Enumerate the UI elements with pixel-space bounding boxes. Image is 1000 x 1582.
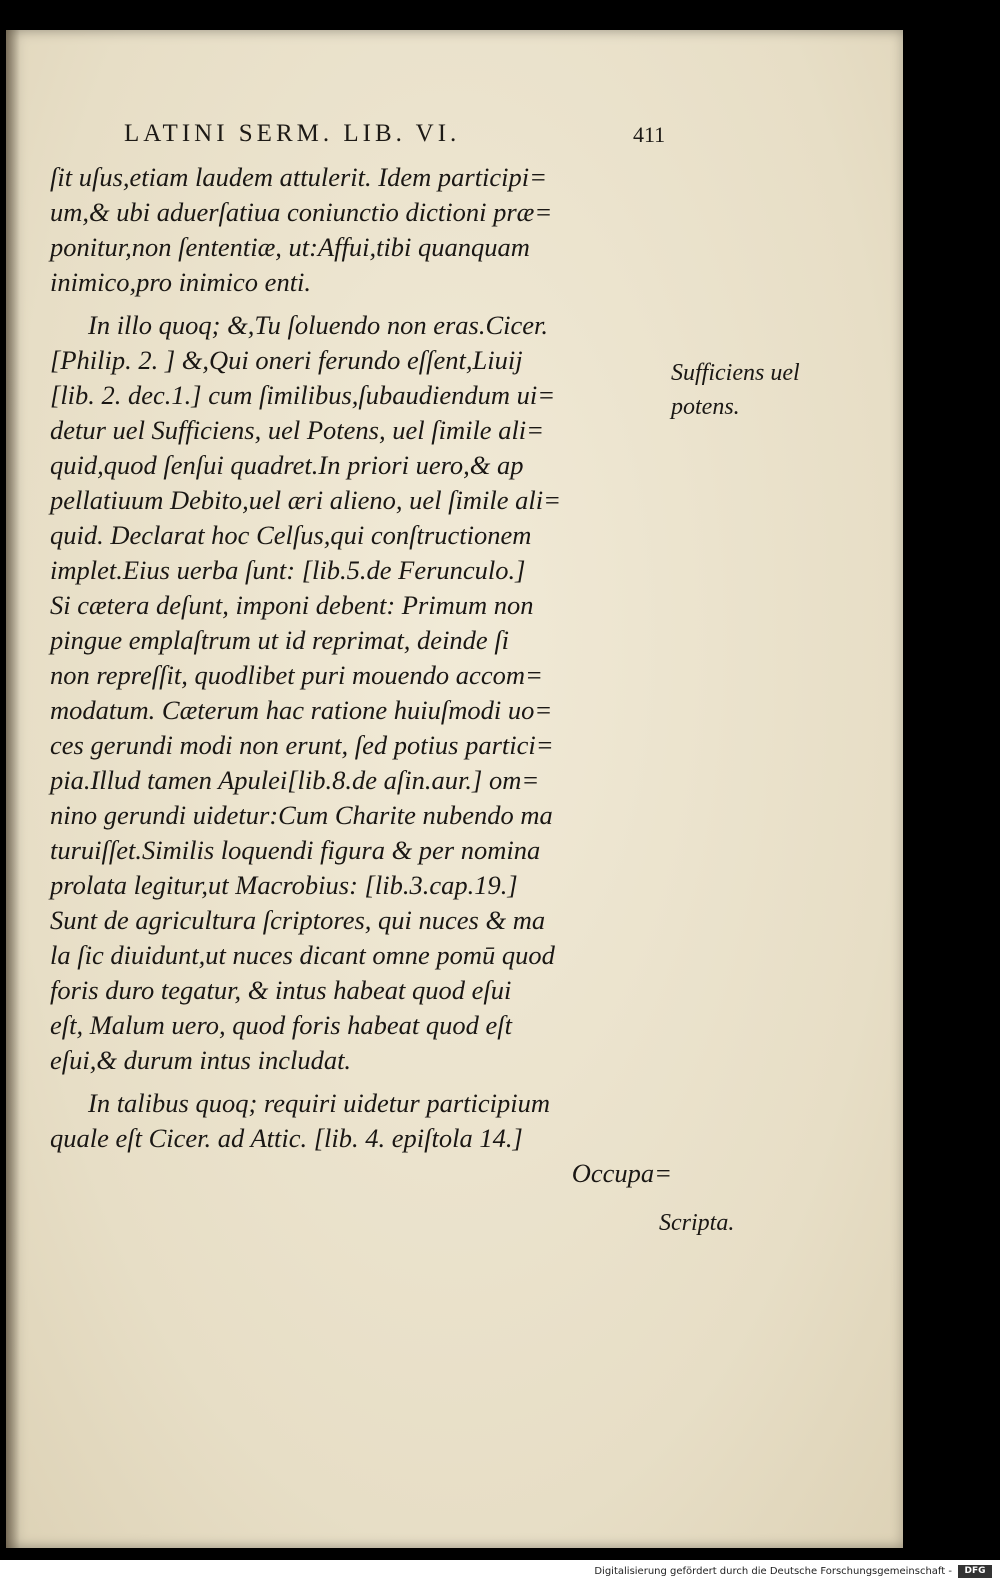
marginal-note-line: potens.: [671, 394, 740, 420]
text-line: inimico,pro inimico enti.: [50, 267, 312, 297]
text-line: [lib. 2. dec.1.] cum ſimilibus,ſubaudiendum ui=: [50, 380, 556, 410]
text-line: quale eſt Cicer. ad Attic. [lib. 4. epiſtola 14.]: [50, 1123, 523, 1153]
text-line: eſt, Malum uero, quod foris habeat quod eſt: [50, 1010, 512, 1040]
text-line: nino gerundi uidetur:Cum Charite nubendo ma: [50, 800, 553, 830]
text-line: eſui,& durum intus includat.: [50, 1045, 352, 1075]
text-line: pellatiuum Debito,uel æri alieno, uel ſimile ali=: [50, 485, 562, 515]
text-line: implet.Eius uerba ſunt: [lib.5.de Ferunculo.]: [50, 555, 526, 585]
running-head: LATINI SERM. LIB. VI.: [124, 120, 461, 147]
text-line: um,& ubi aduerſatiua coniunctio dictioni præ=: [50, 197, 553, 227]
body-text: [50, 160, 680, 1191]
text-line: detur uel Sufficiens, uel Potens, uel ſimile ali=: [50, 415, 545, 445]
book-page: [6, 30, 903, 1548]
dfg-logo: DFG: [958, 1565, 992, 1578]
text-line: [Philip. 2. ] &,Qui oneri ferundo eſſent,Liuij: [50, 345, 523, 375]
footer-bar: [0, 1560, 1000, 1582]
text-line: Si cætera deſunt, imponi debent: Primum non: [50, 590, 534, 620]
text-line: Sunt de agricultura ſcriptores, qui nuces & ma: [50, 905, 546, 935]
page-number: 411: [633, 122, 666, 147]
catchword: Occupa=: [571, 1158, 672, 1188]
text-line: ponitur,non ſententiæ, ut:Affui,tibi quanquam: [50, 232, 530, 262]
text-line: pia.Illud tamen Apulei[lib.8.de aſin.aur.] om=: [50, 765, 540, 795]
marginal-note-sufficiens: [671, 356, 800, 424]
text-line: turuiſſet.Similis loquendi figura & per nomina: [50, 835, 541, 865]
text-line: In illo quoq; &,Tu ſoluendo non eras.Cicer.: [88, 310, 549, 340]
gutter-shadow: [6, 30, 20, 1548]
text-line: quid. Declarat hoc Celſus,qui conſtructionem: [50, 520, 532, 550]
text-line: ſit uſus,etiam laudem attulerit. Idem participi=: [50, 162, 548, 192]
text-line: quid,quod ſenſui quadret.In priori uero,& ap: [50, 450, 524, 480]
text-line: la ſic diuidunt,ut nuces dicant omne pomū quod: [50, 940, 555, 970]
text-line: non repreſſit, quodlibet puri mouendo accom=: [50, 660, 543, 690]
marginal-note-scripta: Scripta.: [659, 1210, 735, 1236]
text-line: prolata legitur,ut Macrobius: [lib.3.cap.19.]: [50, 870, 518, 900]
text-line: modatum. Cæterum hac ratione huiuſmodi uo=: [50, 695, 553, 725]
text-line: foris duro tegatur, & intus habeat quod eſui: [50, 975, 512, 1005]
text-line: In talibus quoq; requiri uidetur participium: [88, 1088, 551, 1118]
text-line: ces gerundi modi non erunt, ſed potius partici=: [50, 730, 554, 760]
text-line: pingue emplaſtrum ut id reprimat, deinde ſi: [50, 625, 510, 655]
marginal-note-line: Sufficiens uel: [671, 360, 800, 386]
funding-credit: Digitalisierung gefördert durch die Deutsche Forschungsgemeinschaft -: [594, 1566, 952, 1577]
